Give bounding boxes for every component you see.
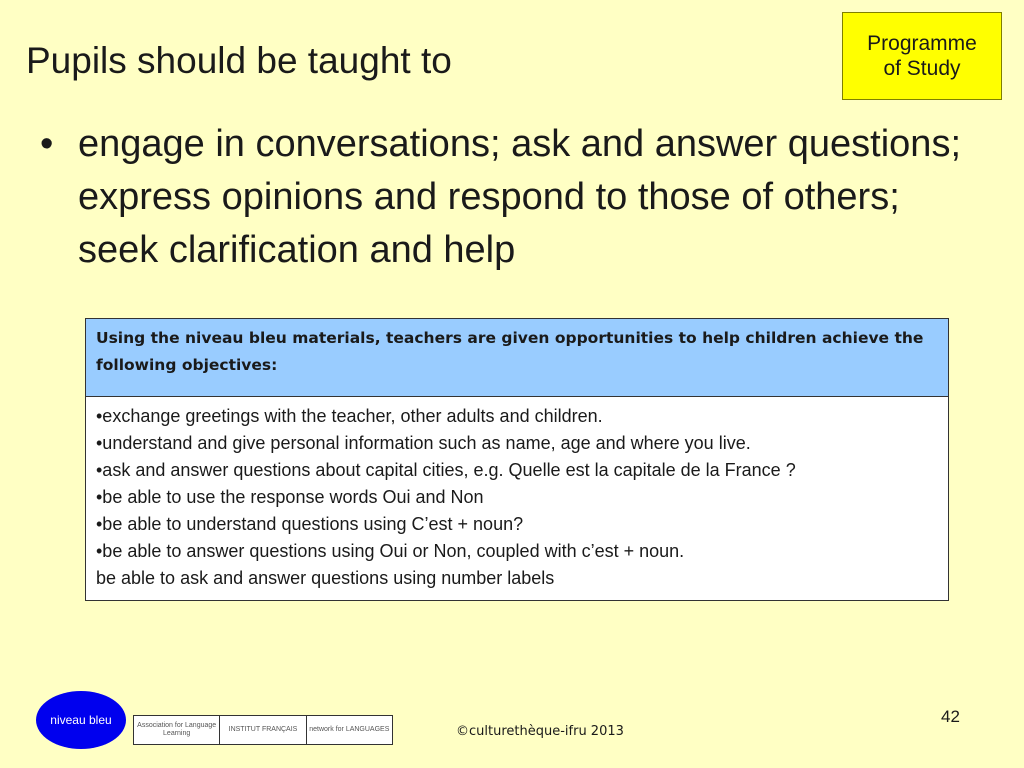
main-bullet xyxy=(40,118,970,277)
objective-item: •exchange greetings with the teacher, other adults and children. xyxy=(96,406,603,426)
main-bullet-text: engage in conversations; ask and answer questions; express opinions and respond to those of others; seek clarification and help xyxy=(78,123,961,271)
partner-logo-network-for-languages: network for LANGUAGES xyxy=(309,726,390,733)
objective-item: •be able to understand questions using C’est + noun? xyxy=(96,514,524,534)
objective-item: •understand and give personal information such as name, age and where you live. xyxy=(96,433,751,453)
bullet-icon: • xyxy=(40,123,54,165)
partner-logo-institut-francais: INSTITUT FRANÇAIS xyxy=(220,716,306,744)
objectives-table xyxy=(85,318,949,601)
objective-item: •be able to answer questions using Oui or Non, coupled with c’est + noun. xyxy=(96,541,685,561)
objective-item: •ask and answer questions about capital cities, e.g. Quelle est la capitale de la France ? xyxy=(96,460,796,480)
page-number: 42 xyxy=(941,707,960,726)
niveau-bleu-logo xyxy=(36,691,126,749)
partner-logos-strip xyxy=(133,715,393,745)
partner-logo-all: Association for Language Learning xyxy=(134,716,220,744)
programme-box-line2: of Study xyxy=(883,57,961,80)
objective-item: •be able to use the response words Oui and Non xyxy=(96,487,484,507)
objectives-table-header: Using the niveau bleu materials, teachers are given opportunities to help children achieve the following objectives: xyxy=(86,319,948,397)
programme-box-line1: Programme xyxy=(867,31,977,55)
copyright-text: ©culturethèque-ifru 2013 xyxy=(456,724,624,739)
objectives-table-body xyxy=(86,397,948,600)
objective-item: be able to ask and answer questions using number labels xyxy=(96,568,555,588)
slide-title: Pupils should be taught to xyxy=(26,40,452,81)
programme-of-study-box xyxy=(842,12,1002,100)
logo-text: niveau bleu xyxy=(50,713,112,727)
